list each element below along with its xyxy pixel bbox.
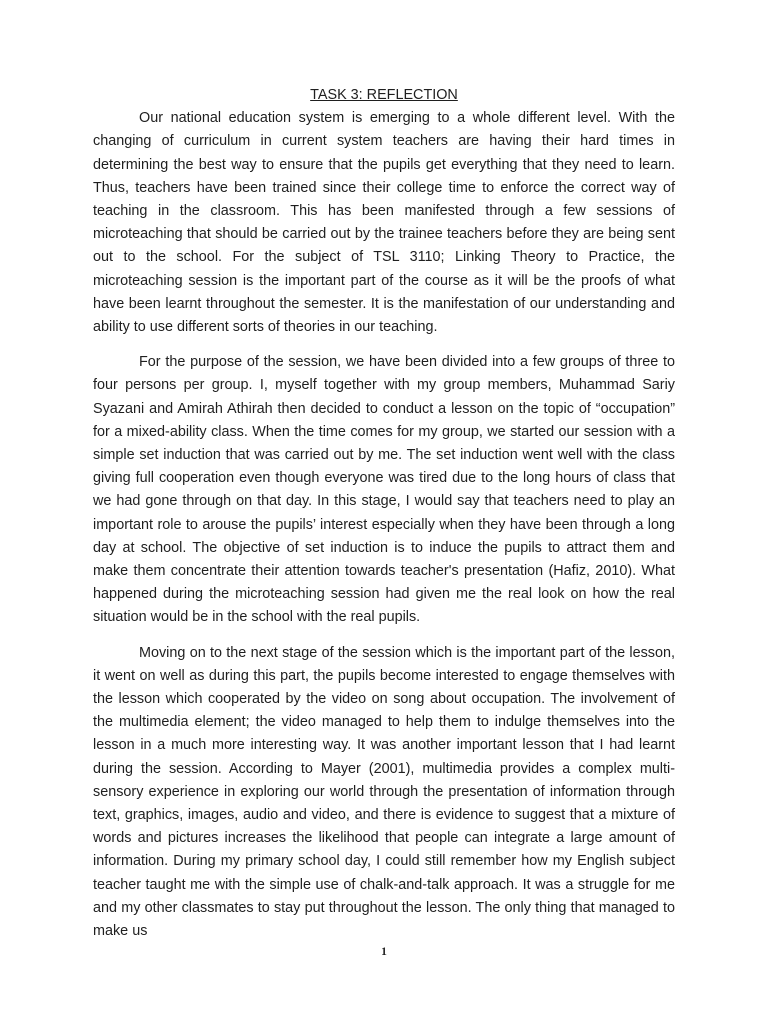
document-title: TASK 3: REFLECTION	[310, 87, 458, 103]
document-body	[93, 84, 675, 955]
paragraph-3: Moving on to the next stage of the session which is the important part of the lesson, it went on well as during this part, the pupils become interested to engage themselves with the lesson which cooperated by the video on song about occupation. The involvement of the multimedia element; the video managed to help them to indulge themselves into the lesson in a much more interesting way. It was another important lesson that I had learnt during the session. According to Mayer (2001), multimedia provides a complex multi-sensory experience in exploring our world through the presentation of information through text, graphics, images, audio and video, and there is evidence to suggest that a mixture of words and pictures increases the likelihood that people can integrate a large amount of information. During my primary school day, I could still remember how my English subject teacher taught me with the simple use of chalk-and-talk approach. It was a struggle for me and my other classmates to stay put throughout the lesson. The only thing that managed to make us	[93, 644, 675, 940]
paragraph-2: For the purpose of the session, we have been divided into a few groups of three to four persons per group. I, myself together with my group members, Muhammad Sariy Syazani and Amirah Athirah then decided to conduct a lesson on the topic of “occupation” for a mixed-ability class. When the time comes for my group, we started our session with a simple set induction that was carried out by me. The set induction went well with the class giving full cooperation even though everyone was tired due to the long hours of class that we had gone through on that day. In this stage, I would say that teachers need to play an important role to arouse the pupils’ interest especially when they have been through a long day at school. The objective of set induction is to induce the pupils to attract them and make them concentrate their attention towards teacher's presentation (Hafiz, 2010). What happened during the microteaching session had given me the real look on how the real situation would be in the school with the real pupils.	[93, 354, 675, 626]
page-number: 1	[381, 946, 387, 958]
paragraph-1: Our national education system is emerging to a whole different level. With the changing of curriculum in current system teachers are having their hard times in determining the best way to ensure that the pupils get everything that they need to learn. Thus, teachers have been trained since their college time to enforce the correct way of teaching in the classroom. This has been manifested through a few sessions of microteaching that should be carried out by the trainee teachers before they are being sent out to the school. For the subject of TSL 3110; Linking Theory to Practice, the microteaching session is the important part of the course as it will be the proofs of what have been learnt throughout the semester. It is the manifestation of our understanding and ability to use different sorts of theories in our teaching.	[93, 110, 675, 336]
